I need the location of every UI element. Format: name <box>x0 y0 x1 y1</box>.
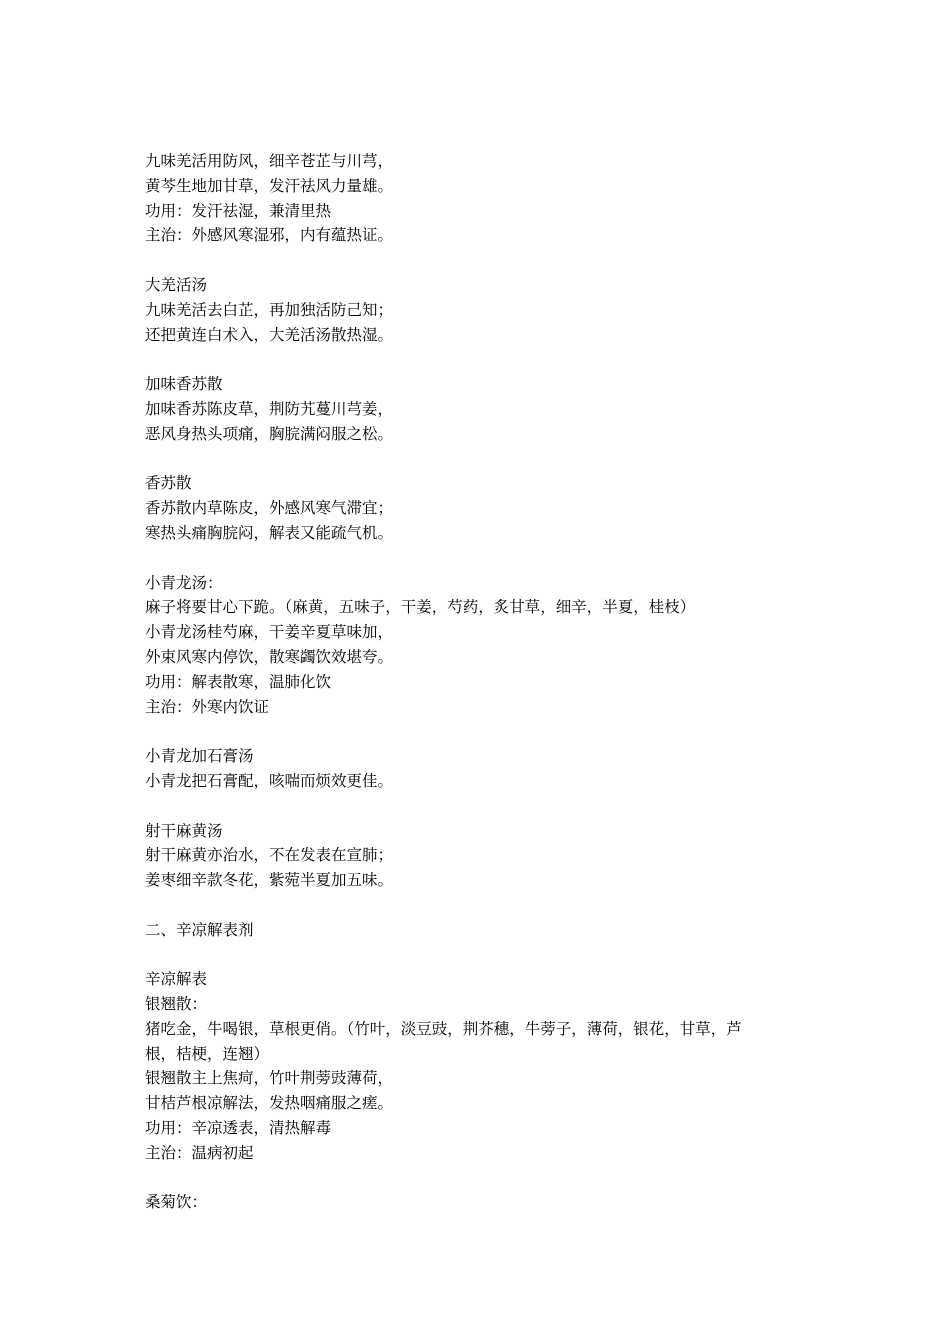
mnemonic-line: 猪吃金，牛喝银，草根更俏。（竹叶，淡豆豉，荆芥穗，牛蒡子，薄荷，银花，甘草，芦 <box>145 1019 742 1038</box>
formula-block-sangju <box>145 1190 815 1215</box>
paragraph-gap <box>145 347 815 372</box>
mnemonic-line-continued: 根，桔梗，连翘） <box>145 1044 270 1063</box>
verse-line: 外束风寒内停饮，散寒蠲饮效堪夸。 <box>145 647 394 666</box>
formula-title: 射干麻黄汤 <box>145 821 223 840</box>
verse-line: 姜枣细辛款冬花，紫菀半夏加五味。 <box>145 871 394 890</box>
section-heading-block <box>145 918 815 943</box>
function-line: 功用：发汗祛湿，兼清里热 <box>145 201 332 220</box>
paragraph-gap <box>145 794 815 819</box>
formula-block-da-qianghuo <box>145 273 815 347</box>
formula-title: 银翘散： <box>145 995 208 1014</box>
verse-line: 九味羌活用防风，细辛苍芷与川芎， <box>145 152 394 170</box>
formula-title: 香苏散 <box>145 474 192 493</box>
paragraph-gap <box>145 943 815 968</box>
paragraph-gap <box>145 719 815 744</box>
subsection-title: 辛凉解表 <box>145 970 208 989</box>
indication-line: 主治：温病初起 <box>145 1143 254 1162</box>
formula-block-jiawei-xiangsu <box>145 372 815 446</box>
formula-block-yinqiao <box>145 967 815 1165</box>
formula-title: 桑菊饮： <box>145 1193 208 1212</box>
paragraph-gap <box>145 1166 815 1191</box>
formula-block-xiao-qinglong-shigao <box>145 744 815 794</box>
verse-line: 银翘散主上焦疴，竹叶荆蒡豉薄荷， <box>145 1069 394 1088</box>
paragraph-gap <box>145 447 815 472</box>
verse-line: 小青龙汤桂芍麻，干姜辛夏草味加， <box>145 623 394 642</box>
formula-block-jiuwei-qianghuo <box>145 149 815 248</box>
verse-line: 九味羌活去白芷，再加独活防己知； <box>145 300 394 319</box>
formula-title: 大羌活汤 <box>145 275 208 294</box>
verse-line: 甘桔芦根凉解法，发热咽痛服之瘥。 <box>145 1094 394 1113</box>
indication-line: 主治：外寒内饮证 <box>145 697 270 716</box>
formula-block-xiangsu <box>145 471 815 545</box>
verse-line: 小青龙把石膏配，咳喘而烦效更佳。 <box>145 771 394 790</box>
verse-line: 香苏散内草陈皮，外感风寒气滞宜； <box>145 499 394 518</box>
formula-block-xiao-qinglong <box>145 571 815 720</box>
paragraph-gap <box>145 248 815 273</box>
document-page <box>145 149 815 1215</box>
formula-title: 小青龙汤： <box>145 573 223 592</box>
function-line: 功用：解表散寒，温肺化饮 <box>145 672 332 691</box>
formula-title: 加味香苏散 <box>145 375 223 394</box>
verse-line: 加味香苏陈皮草，荆防艽蔓川芎姜， <box>145 399 394 418</box>
function-line: 功用：辛凉透表，清热解毒 <box>145 1119 332 1138</box>
verse-line: 射干麻黄亦治水，不在发表在宣肺； <box>145 846 394 865</box>
formula-block-shegan-mahuang <box>145 819 815 893</box>
mnemonic-line: 麻子将要甘心下跪。（麻黄，五味子，干姜，芍药，炙甘草，细辛，半夏，桂枝） <box>145 598 696 617</box>
section-heading: 二、辛凉解表剂 <box>145 920 254 939</box>
indication-line: 主治：外感风寒湿邪，内有蕴热证。 <box>145 226 394 245</box>
verse-line: 寒热头痛胸脘闷，解表又能疏气机。 <box>145 523 394 542</box>
verse-line: 恶风身热头项痛，胸脘满闷服之松。 <box>145 424 394 443</box>
paragraph-gap <box>145 893 815 918</box>
paragraph-gap <box>145 546 815 571</box>
formula-title: 小青龙加石膏汤 <box>145 747 254 766</box>
verse-line: 还把黄连白术入，大羌活汤散热湿。 <box>145 325 394 344</box>
verse-line: 黄芩生地加甘草，发汗祛风力量雄。 <box>145 176 394 195</box>
